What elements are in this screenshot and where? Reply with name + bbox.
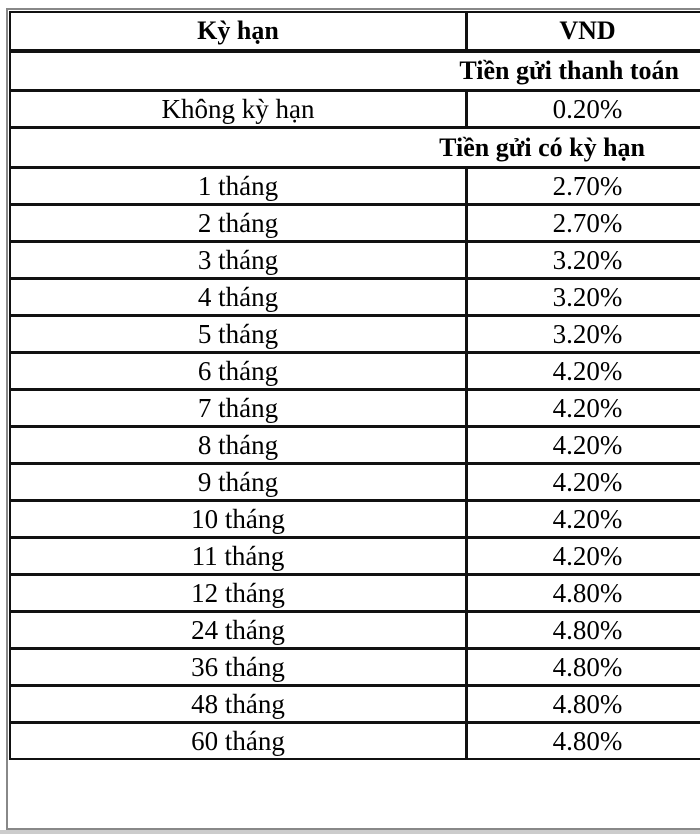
rate-cell: 4.20% — [467, 427, 700, 464]
term-cell: 8 tháng — [9, 427, 467, 464]
rate-cell: 4.20% — [467, 353, 700, 390]
rate-cell: 0.20% — [467, 91, 700, 128]
section-title: Tiền gửi thanh toán — [9, 51, 700, 91]
term-cell: 6 tháng — [9, 353, 467, 390]
table-header-row — [9, 11, 700, 51]
table-row — [9, 353, 700, 390]
rate-cell: 2.70% — [467, 168, 700, 205]
rate-cell: 4.80% — [467, 649, 700, 686]
table-row — [9, 168, 700, 205]
term-cell: 3 tháng — [9, 242, 467, 279]
term-cell: 7 tháng — [9, 390, 467, 427]
table-row — [9, 205, 700, 242]
term-cell: 9 tháng — [9, 464, 467, 501]
table-row — [9, 723, 700, 760]
rate-cell: 2.70% — [467, 205, 700, 242]
table-body — [9, 51, 700, 760]
rate-cell: 4.20% — [467, 390, 700, 427]
term-cell: 5 tháng — [9, 316, 467, 353]
term-cell: Không kỳ hạn — [9, 91, 467, 128]
table-row — [9, 464, 700, 501]
term-cell: 11 tháng — [9, 538, 467, 575]
rate-cell: 3.20% — [467, 279, 700, 316]
term-cell: 12 tháng — [9, 575, 467, 612]
term-cell: 60 tháng — [9, 723, 467, 760]
term-cell: 24 tháng — [9, 612, 467, 649]
table-row — [9, 91, 700, 128]
table-row — [9, 242, 700, 279]
section-row-term-deposit — [9, 128, 700, 168]
rate-cell: 4.80% — [467, 612, 700, 649]
rate-cell: 4.80% — [467, 686, 700, 723]
term-cell: 1 tháng — [9, 168, 467, 205]
rate-cell: 4.20% — [467, 538, 700, 575]
term-cell: 48 tháng — [9, 686, 467, 723]
table-row — [9, 575, 700, 612]
table-row — [9, 649, 700, 686]
interest-rate-table — [9, 11, 700, 760]
section-row-payment-deposit — [9, 51, 700, 91]
table-row — [9, 316, 700, 353]
table-row — [9, 279, 700, 316]
rate-cell: 3.20% — [467, 316, 700, 353]
rate-cell: 4.20% — [467, 501, 700, 538]
term-column-header: Kỳ hạn — [9, 11, 467, 51]
table-row — [9, 501, 700, 538]
table-row — [9, 686, 700, 723]
term-cell: 4 tháng — [9, 279, 467, 316]
rate-cell: 3.20% — [467, 242, 700, 279]
table-row — [9, 427, 700, 464]
table-row — [9, 538, 700, 575]
rate-cell: 4.80% — [467, 723, 700, 760]
term-cell: 2 tháng — [9, 205, 467, 242]
bottom-shadow — [0, 830, 700, 834]
term-cell: 10 tháng — [9, 501, 467, 538]
currency-column-header: VND — [467, 11, 700, 51]
rate-cell: 4.80% — [467, 575, 700, 612]
rate-cell: 4.20% — [467, 464, 700, 501]
table-row — [9, 612, 700, 649]
section-title: Tiền gửi có kỳ hạn — [9, 128, 700, 168]
term-cell: 36 tháng — [9, 649, 467, 686]
table-row — [9, 390, 700, 427]
